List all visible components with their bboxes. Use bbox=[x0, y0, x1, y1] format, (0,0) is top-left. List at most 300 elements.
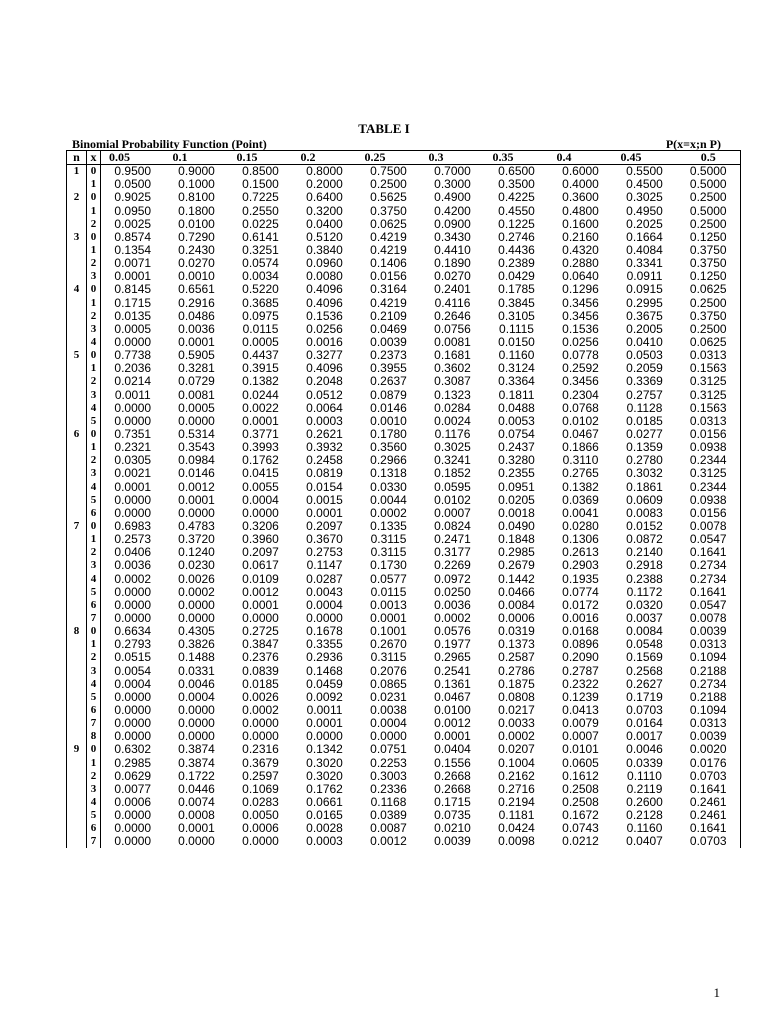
probability-cell: 0.5625 bbox=[370, 190, 407, 205]
probability-cell: 0.4200 bbox=[434, 203, 471, 218]
cell-n bbox=[67, 402, 87, 415]
probability-cell: 0.0016 bbox=[306, 335, 343, 350]
probability-cell: 0.3032 bbox=[626, 466, 663, 481]
cell-x: 3 bbox=[87, 783, 101, 796]
probability-cell: 0.1641 bbox=[677, 783, 741, 796]
probability-cell: 0.1780 bbox=[370, 427, 407, 442]
probability-cell: 0.1672 bbox=[562, 808, 599, 823]
probability-cell: 0.1001 bbox=[370, 624, 407, 639]
probability-cell: 0.1785 bbox=[498, 282, 535, 297]
probability-cell: 0.0001 bbox=[434, 729, 471, 744]
cell-n bbox=[67, 704, 87, 717]
table-row bbox=[67, 625, 741, 638]
probability-cell: 0.0006 bbox=[498, 610, 535, 625]
probability-cell: 0.0735 bbox=[434, 808, 471, 823]
probability-cell: 0.0250 bbox=[434, 584, 471, 599]
probability-cell: 0.0039 bbox=[434, 834, 471, 849]
probability-cell: 0.0037 bbox=[626, 610, 663, 625]
probability-cell: 0.3847 bbox=[242, 637, 279, 652]
table-subtitle: Binomial Probability Function (Point) bbox=[72, 137, 267, 151]
probability-cell: 0.4084 bbox=[626, 243, 663, 258]
cell-n bbox=[67, 297, 87, 310]
cell-n bbox=[67, 507, 87, 520]
probability-cell: 0.0808 bbox=[498, 689, 535, 704]
cell-n bbox=[67, 467, 87, 480]
probability-cell: 0.3003 bbox=[370, 768, 407, 783]
cell-n bbox=[67, 770, 87, 783]
probability-cell: 0.1641 bbox=[677, 822, 741, 835]
probability-cell: 0.7500 bbox=[370, 164, 407, 179]
probability-cell: 0.0729 bbox=[178, 374, 215, 389]
probability-cell: 0.0000 bbox=[114, 505, 152, 520]
probability-cell: 0.2787 bbox=[562, 663, 599, 678]
probability-cell: 0.0270 bbox=[434, 269, 471, 284]
probability-cell: 0.4096 bbox=[306, 361, 343, 376]
probability-cell: 0.2500 bbox=[677, 191, 741, 204]
probability-cell: 0.0595 bbox=[434, 479, 471, 494]
probability-cell: 0.4219 bbox=[370, 243, 407, 258]
cell-n bbox=[67, 599, 87, 612]
probability-cell: 0.0911 bbox=[626, 269, 663, 284]
probability-cell: 0.2458 bbox=[306, 453, 343, 468]
probability-cell: 0.0005 bbox=[114, 321, 152, 336]
probability-cell: 0.9500 bbox=[114, 164, 152, 179]
cell-n bbox=[67, 323, 87, 336]
cell-x: 1 bbox=[87, 533, 101, 546]
probability-cell: 0.2573 bbox=[114, 532, 152, 547]
probability-cell: 0.3364 bbox=[498, 374, 535, 389]
table-row bbox=[67, 533, 741, 546]
probability-cell: 0.0034 bbox=[242, 269, 279, 284]
probability-cell: 0.0774 bbox=[562, 584, 599, 599]
probability-cell: 0.1250 bbox=[677, 270, 741, 283]
probability-cell: 0.0000 bbox=[114, 808, 152, 823]
probability-cell: 0.0404 bbox=[434, 742, 471, 757]
probability-cell: 0.0004 bbox=[242, 492, 279, 507]
probability-cell: 0.2036 bbox=[114, 361, 152, 376]
table-row bbox=[67, 165, 741, 179]
probability-cell: 0.7738 bbox=[114, 348, 152, 363]
probability-cell: 0.0369 bbox=[562, 492, 599, 507]
probability-cell: 0.0154 bbox=[306, 479, 343, 494]
probability-cell: 0.0087 bbox=[370, 821, 407, 836]
probability-cell: 0.6141 bbox=[242, 229, 279, 244]
probability-cell: 0.0001 bbox=[370, 610, 407, 625]
probability-cell: 0.0547 bbox=[677, 533, 741, 546]
probability-cell: 0.4783 bbox=[178, 519, 215, 533]
probability-cell: 0.0008 bbox=[178, 808, 215, 823]
probability-cell: 0.2119 bbox=[626, 781, 663, 796]
cell-x: 5 bbox=[87, 494, 101, 507]
probability-cell: 0.0007 bbox=[562, 729, 599, 744]
table-row bbox=[67, 428, 741, 441]
probability-cell: 0.2753 bbox=[306, 545, 343, 560]
probability-cell: 0.1250 bbox=[677, 231, 741, 244]
probability-cell: 0.0010 bbox=[370, 413, 407, 428]
table-row bbox=[67, 362, 741, 375]
probability-cell: 0.0025 bbox=[114, 216, 152, 231]
cell-x: 2 bbox=[87, 454, 101, 467]
probability-cell: 0.3125 bbox=[677, 467, 741, 480]
cell-n bbox=[67, 336, 87, 349]
probability-cell: 0.4219 bbox=[370, 295, 407, 310]
cell-n: 4 bbox=[67, 283, 87, 296]
cell-n bbox=[67, 809, 87, 822]
probability-cell: 0.0819 bbox=[306, 466, 343, 481]
probability-cell: 0.0000 bbox=[114, 492, 152, 507]
probability-cell: 0.6500 bbox=[498, 164, 535, 179]
probability-cell: 0.0609 bbox=[626, 492, 663, 507]
cell-n bbox=[67, 257, 87, 270]
probability-cell: 0.3341 bbox=[626, 256, 663, 271]
cell-x: 6 bbox=[87, 704, 101, 717]
table-row bbox=[67, 770, 741, 783]
probability-cell: 0.3456 bbox=[562, 308, 599, 323]
probability-cell: 0.6983 bbox=[114, 519, 152, 533]
probability-cell: 0.0984 bbox=[178, 453, 215, 468]
probability-cell: 0.2344 bbox=[677, 454, 741, 467]
table-row bbox=[67, 205, 741, 218]
column-header-p: 0.3 bbox=[421, 151, 485, 165]
table-row bbox=[67, 454, 741, 467]
cell-x: 2 bbox=[87, 375, 101, 388]
probability-cell: 0.0469 bbox=[370, 321, 407, 336]
probability-cell: 0.2916 bbox=[178, 295, 215, 310]
cell-n bbox=[67, 678, 87, 691]
probability-cell: 0.4500 bbox=[626, 177, 663, 192]
probability-cell: 0.9000 bbox=[178, 164, 215, 179]
table-row bbox=[67, 507, 741, 520]
probability-cell: 0.2646 bbox=[434, 308, 471, 323]
probability-cell: 0.2597 bbox=[242, 768, 279, 783]
probability-cell: 0.6400 bbox=[306, 190, 343, 205]
cell-n: 8 bbox=[67, 625, 87, 638]
probability-cell: 0.2376 bbox=[242, 650, 279, 665]
probability-cell: 0.5120 bbox=[306, 229, 343, 244]
probability-cell: 0.1359 bbox=[626, 440, 663, 455]
column-header-p: 0.5 bbox=[677, 151, 741, 165]
probability-cell: 0.6000 bbox=[562, 164, 599, 179]
probability-cell: 0.0080 bbox=[306, 269, 343, 284]
cell-n bbox=[67, 559, 87, 572]
probability-cell: 0.3110 bbox=[562, 453, 599, 468]
probability-formula: P(x=x;n P) bbox=[665, 137, 721, 151]
probability-cell: 0.0012 bbox=[242, 584, 279, 599]
probability-cell: 0.1722 bbox=[178, 768, 215, 783]
cell-n bbox=[67, 481, 87, 494]
probability-cell: 0.0001 bbox=[178, 492, 215, 507]
probability-cell: 0.0084 bbox=[498, 597, 535, 612]
probability-cell: 0.5000 bbox=[677, 178, 741, 191]
probability-cell: 0.0000 bbox=[242, 834, 279, 849]
probability-cell: 0.0488 bbox=[498, 400, 535, 415]
probability-cell: 0.0078 bbox=[677, 520, 741, 533]
probability-cell: 0.0960 bbox=[306, 256, 343, 271]
cell-x: 6 bbox=[87, 822, 101, 835]
table-row bbox=[67, 783, 741, 796]
probability-cell: 0.3206 bbox=[242, 519, 279, 533]
probability-cell: 0.1354 bbox=[114, 243, 152, 258]
cell-x: 6 bbox=[87, 599, 101, 612]
probability-cell: 0.2188 bbox=[677, 691, 741, 704]
probability-cell: 0.0410 bbox=[626, 335, 663, 350]
cell-n bbox=[67, 178, 87, 191]
probability-cell: 0.0000 bbox=[114, 689, 152, 704]
table-row bbox=[67, 191, 741, 204]
probability-cell: 0.0446 bbox=[178, 781, 215, 796]
probability-cell: 0.0001 bbox=[306, 505, 343, 520]
probability-cell: 0.3020 bbox=[306, 768, 343, 783]
probability-cell: 0.0026 bbox=[242, 689, 279, 704]
probability-cell: 0.0021 bbox=[114, 466, 152, 481]
probability-cell: 0.0026 bbox=[178, 571, 215, 586]
probability-cell: 0.4437 bbox=[242, 348, 279, 363]
probability-cell: 0.0004 bbox=[306, 597, 343, 612]
table-row bbox=[67, 559, 741, 572]
probability-cell: 0.0064 bbox=[306, 400, 343, 415]
probability-cell: 0.0486 bbox=[178, 308, 215, 323]
column-header-p: 0.1 bbox=[165, 151, 229, 165]
probability-cell: 0.0768 bbox=[562, 400, 599, 415]
probability-cell: 0.3750 bbox=[677, 244, 741, 257]
cell-x: 1 bbox=[87, 178, 101, 191]
probability-cell: 0.2048 bbox=[306, 374, 343, 389]
probability-cell: 0.0703 bbox=[677, 770, 741, 783]
probability-cell: 0.2430 bbox=[178, 243, 215, 258]
probability-cell: 0.0164 bbox=[626, 716, 663, 731]
cell-n bbox=[67, 441, 87, 454]
probability-cell: 0.3955 bbox=[370, 361, 407, 376]
probability-cell: 0.0036 bbox=[114, 558, 152, 573]
probability-cell: 0.0000 bbox=[178, 610, 215, 625]
cell-n bbox=[67, 310, 87, 323]
probability-cell: 0.0001 bbox=[178, 821, 215, 836]
binomial-probability-table bbox=[66, 150, 741, 848]
cell-x: 2 bbox=[87, 310, 101, 323]
cell-n bbox=[67, 573, 87, 586]
probability-cell: 0.3251 bbox=[242, 243, 279, 258]
probability-cell: 0.0044 bbox=[370, 492, 407, 507]
probability-cell: 0.0000 bbox=[370, 729, 407, 744]
probability-cell: 0.3115 bbox=[370, 545, 407, 560]
probability-cell: 0.2336 bbox=[370, 781, 407, 796]
probability-cell: 0.0000 bbox=[114, 335, 152, 350]
probability-cell: 0.2322 bbox=[562, 676, 599, 691]
probability-cell: 0.0824 bbox=[434, 519, 471, 533]
probability-cell: 0.0230 bbox=[178, 558, 215, 573]
probability-cell: 0.2613 bbox=[562, 545, 599, 560]
probability-cell: 0.1762 bbox=[306, 781, 343, 796]
cell-n: 2 bbox=[67, 191, 87, 204]
probability-cell: 0.0205 bbox=[498, 492, 535, 507]
probability-cell: 0.5905 bbox=[178, 348, 215, 363]
probability-cell: 0.0081 bbox=[434, 335, 471, 350]
probability-cell: 0.1342 bbox=[306, 742, 343, 757]
cell-n bbox=[67, 651, 87, 664]
probability-cell: 0.2344 bbox=[677, 481, 741, 494]
probability-cell: 0.0002 bbox=[370, 505, 407, 520]
probability-cell: 0.0005 bbox=[242, 335, 279, 350]
probability-cell: 0.3025 bbox=[434, 440, 471, 455]
table-body bbox=[67, 165, 741, 849]
probability-cell: 0.2194 bbox=[498, 794, 535, 809]
probability-cell: 0.1094 bbox=[677, 651, 741, 664]
probability-cell: 0.2162 bbox=[498, 768, 535, 783]
cell-x: 3 bbox=[87, 389, 101, 402]
probability-cell: 0.0017 bbox=[626, 729, 663, 744]
probability-cell: 0.3750 bbox=[677, 257, 741, 270]
probability-cell: 0.1468 bbox=[306, 663, 343, 678]
probability-cell: 0.3679 bbox=[242, 755, 279, 770]
cell-x: 5 bbox=[87, 586, 101, 599]
probability-cell: 0.0185 bbox=[626, 413, 663, 428]
probability-cell: 0.0000 bbox=[178, 834, 215, 849]
probability-cell: 0.0703 bbox=[677, 835, 741, 848]
probability-cell: 0.0041 bbox=[562, 505, 599, 520]
probability-cell: 0.1181 bbox=[498, 808, 535, 823]
probability-cell: 0.0039 bbox=[677, 625, 741, 638]
cell-x: 3 bbox=[87, 559, 101, 572]
probability-cell: 0.0000 bbox=[242, 610, 279, 625]
probability-cell: 0.0950 bbox=[114, 203, 152, 218]
probability-cell: 0.0071 bbox=[114, 256, 152, 271]
probability-cell: 0.3025 bbox=[626, 190, 663, 205]
probability-cell: 0.1382 bbox=[562, 479, 599, 494]
table-row bbox=[67, 297, 741, 310]
probability-cell: 0.1406 bbox=[370, 256, 407, 271]
probability-cell: 0.3685 bbox=[242, 295, 279, 310]
probability-cell: 0.1115 bbox=[499, 321, 534, 336]
probability-cell: 0.2903 bbox=[562, 558, 599, 573]
cell-x: 4 bbox=[87, 573, 101, 586]
cell-n bbox=[67, 612, 87, 625]
table-row bbox=[67, 704, 741, 717]
cell-x: 2 bbox=[87, 546, 101, 559]
probability-cell: 0.0515 bbox=[114, 650, 152, 665]
probability-cell: 0.0024 bbox=[434, 413, 471, 428]
probability-cell: 0.2668 bbox=[434, 781, 471, 796]
probability-cell: 0.2500 bbox=[677, 323, 741, 336]
probability-cell: 0.2090 bbox=[562, 650, 599, 665]
probability-cell: 0.2500 bbox=[677, 218, 741, 231]
probability-cell: 0.0459 bbox=[306, 676, 343, 691]
table-row bbox=[67, 231, 741, 244]
probability-cell: 0.2621 bbox=[306, 427, 343, 442]
probability-cell: 0.1715 bbox=[114, 295, 152, 310]
cell-x: 0 bbox=[87, 349, 101, 362]
probability-cell: 0.0574 bbox=[242, 256, 279, 271]
probability-cell: 0.2541 bbox=[434, 663, 471, 678]
probability-cell: 0.0313 bbox=[677, 717, 741, 730]
header-x: x bbox=[87, 151, 101, 165]
probability-cell: 0.3500 bbox=[498, 177, 535, 192]
probability-cell: 0.0038 bbox=[370, 702, 407, 717]
probability-cell: 0.0146 bbox=[370, 400, 407, 415]
cell-n bbox=[67, 270, 87, 283]
probability-cell: 0.0152 bbox=[626, 519, 663, 533]
cell-x: 3 bbox=[87, 467, 101, 480]
table-header-row bbox=[67, 151, 741, 165]
probability-cell: 0.3105 bbox=[498, 308, 535, 323]
probability-cell: 0.0629 bbox=[114, 768, 152, 783]
probability-cell: 0.2461 bbox=[677, 796, 741, 809]
probability-cell: 0.0280 bbox=[562, 519, 599, 533]
probability-cell: 0.1861 bbox=[626, 479, 663, 494]
probability-cell: 0.5500 bbox=[626, 164, 663, 179]
header-n: n bbox=[67, 151, 87, 165]
probability-cell: 0.0000 bbox=[242, 505, 279, 520]
probability-cell: 0.2304 bbox=[562, 387, 599, 402]
probability-cell: 0.0330 bbox=[370, 479, 407, 494]
probability-cell: 0.2388 bbox=[626, 571, 663, 586]
probability-cell: 0.0605 bbox=[562, 755, 599, 770]
probability-cell: 0.2746 bbox=[498, 229, 535, 244]
probability-cell: 0.0015 bbox=[306, 492, 343, 507]
probability-cell: 0.5000 bbox=[677, 165, 741, 179]
probability-cell: 0.0054 bbox=[114, 663, 152, 678]
cell-n: 3 bbox=[67, 231, 87, 244]
table-row bbox=[67, 481, 741, 494]
probability-cell: 0.1147 bbox=[306, 558, 343, 573]
probability-cell: 0.0625 bbox=[677, 283, 741, 296]
probability-cell: 0.3456 bbox=[562, 295, 599, 310]
probability-cell: 0.1373 bbox=[498, 637, 535, 652]
probability-cell: 0.1168 bbox=[370, 794, 407, 809]
probability-cell: 0.0503 bbox=[626, 348, 663, 363]
probability-cell: 0.0467 bbox=[434, 689, 471, 704]
probability-cell: 0.2128 bbox=[626, 808, 663, 823]
probability-cell: 0.0135 bbox=[114, 308, 152, 323]
probability-cell: 0.2637 bbox=[370, 374, 407, 389]
probability-cell: 0.0256 bbox=[306, 321, 343, 336]
probability-cell: 0.0287 bbox=[306, 571, 343, 586]
probability-cell: 0.0001 bbox=[306, 716, 343, 731]
probability-cell: 0.0156 bbox=[677, 507, 741, 520]
cell-x: 0 bbox=[87, 520, 101, 533]
probability-cell: 0.4436 bbox=[498, 243, 535, 258]
probability-cell: 0.0000 bbox=[178, 505, 215, 520]
table-row bbox=[67, 796, 741, 809]
probability-cell: 0.2321 bbox=[114, 440, 152, 455]
column-header-p: 0.45 bbox=[613, 151, 677, 165]
probability-cell: 0.1811 bbox=[498, 387, 535, 402]
probability-cell: 0.1306 bbox=[562, 532, 599, 547]
probability-cell: 0.0576 bbox=[434, 624, 471, 639]
probability-cell: 0.1977 bbox=[434, 637, 471, 652]
probability-cell: 0.0754 bbox=[498, 427, 535, 442]
probability-cell: 0.1488 bbox=[178, 650, 215, 665]
table-row bbox=[67, 717, 741, 730]
probability-cell: 0.2985 bbox=[498, 545, 535, 560]
probability-cell: 0.0001 bbox=[242, 413, 279, 428]
probability-cell: 0.0156 bbox=[677, 428, 741, 441]
table-row bbox=[67, 270, 741, 283]
probability-cell: 0.2355 bbox=[498, 466, 535, 481]
probability-cell: 0.0896 bbox=[562, 637, 599, 652]
probability-cell: 0.1069 bbox=[242, 781, 279, 796]
probability-cell: 0.0231 bbox=[370, 689, 407, 704]
probability-cell: 0.0004 bbox=[114, 676, 152, 691]
probability-cell: 0.0033 bbox=[498, 716, 535, 731]
probability-cell: 0.0003 bbox=[306, 834, 343, 849]
cell-x: 1 bbox=[87, 205, 101, 218]
probability-cell: 0.0207 bbox=[498, 742, 535, 757]
probability-cell: 0.0109 bbox=[242, 571, 279, 586]
table-row bbox=[67, 494, 741, 507]
probability-cell: 0.3115 bbox=[370, 650, 407, 665]
probability-cell: 0.0407 bbox=[626, 834, 663, 849]
cell-x: 6 bbox=[87, 507, 101, 520]
